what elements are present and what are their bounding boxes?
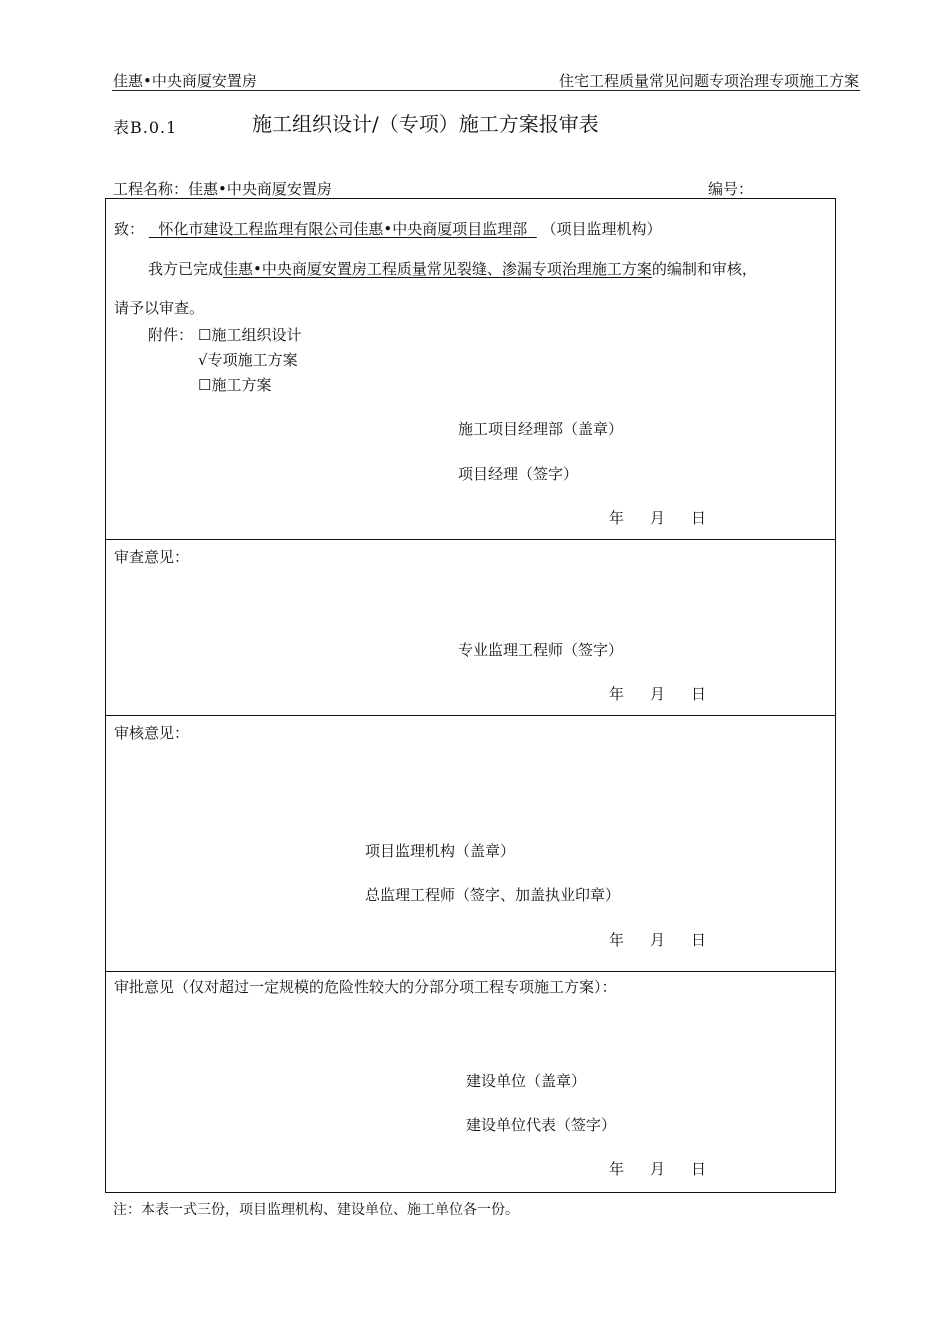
header-divider xyxy=(112,90,860,91)
header-left: 佳惠•中央商厦安置房 xyxy=(113,72,257,90)
contractor-seal: 施工项目经理部（盖章） xyxy=(458,420,624,438)
project-name-field xyxy=(113,178,332,199)
footnote: 注：本表一式三份，项目监理机构、建设单位、施工单位各一份。 xyxy=(113,1202,519,1218)
checkbox-icon: ☐ xyxy=(198,326,212,344)
attachment-item: ☐施工方案 xyxy=(198,376,272,394)
date-line: 年 月 日 xyxy=(609,1160,707,1178)
chief-engineer-signature: 总监理工程师（签字、加盖执业印章） xyxy=(365,886,621,904)
checkbox-icon: ☐ xyxy=(198,376,212,394)
supervision-seal: 项目监理机构（盖章） xyxy=(365,842,516,860)
project-name: 佳惠•中央商厦安置房 xyxy=(188,180,332,198)
audit-section xyxy=(105,715,836,972)
date-line: 年 月 日 xyxy=(609,509,707,527)
approval-section xyxy=(105,971,836,1193)
form-title: 施工组织设计/（专项）施工方案报审表 xyxy=(252,112,599,136)
to-label: 致： xyxy=(114,220,145,238)
body-line-1: 我方已完成佳惠•中央商厦安置房工程质量常见裂缝、渗漏专项治理施工方案的编制和审核， xyxy=(148,260,757,278)
header-right: 住宅工程质量常见问题专项治理专项施工方案 xyxy=(558,72,859,90)
to-organization: 怀化市建设工程监理有限公司佳惠•中央商厦项目监理部 xyxy=(158,220,528,238)
project-label: 工程名称： xyxy=(113,180,189,198)
audit-label: 审核意见： xyxy=(114,724,190,742)
attachment-item: ☐施工组织设计 xyxy=(198,326,302,344)
approval-label: 审批意见（仅对超过一定规模的危险性较大的分部分项工程专项施工方案）： xyxy=(114,978,617,996)
review-section xyxy=(105,539,836,716)
date-line: 年 月 日 xyxy=(609,931,707,949)
owner-representative-signature: 建设单位代表（签字） xyxy=(466,1116,617,1134)
owner-seal: 建设单位（盖章） xyxy=(466,1072,587,1090)
attachment-item: √专项施工方案 xyxy=(198,351,298,369)
number-label: 编号： xyxy=(708,180,754,198)
addressee-line xyxy=(114,218,662,239)
date-line: 年 月 日 xyxy=(609,685,707,703)
plan-name: 佳惠•中央商厦安置房工程质量常见裂缝、渗漏专项治理施工方案 xyxy=(223,260,652,278)
body-line-2: 请予以审查。 xyxy=(114,299,205,317)
attachments-label: 附件： xyxy=(148,326,194,344)
checkmark-icon: √ xyxy=(198,351,208,369)
project-manager-signature: 项目经理（签字） xyxy=(458,465,579,483)
submission-section xyxy=(105,198,836,540)
to-suffix: （项目监理机构） xyxy=(541,220,662,238)
supervisor-signature: 专业监理工程师（签字） xyxy=(458,641,624,659)
form-code: 表B.0.1 xyxy=(113,118,178,137)
review-label: 审查意见： xyxy=(114,548,190,566)
